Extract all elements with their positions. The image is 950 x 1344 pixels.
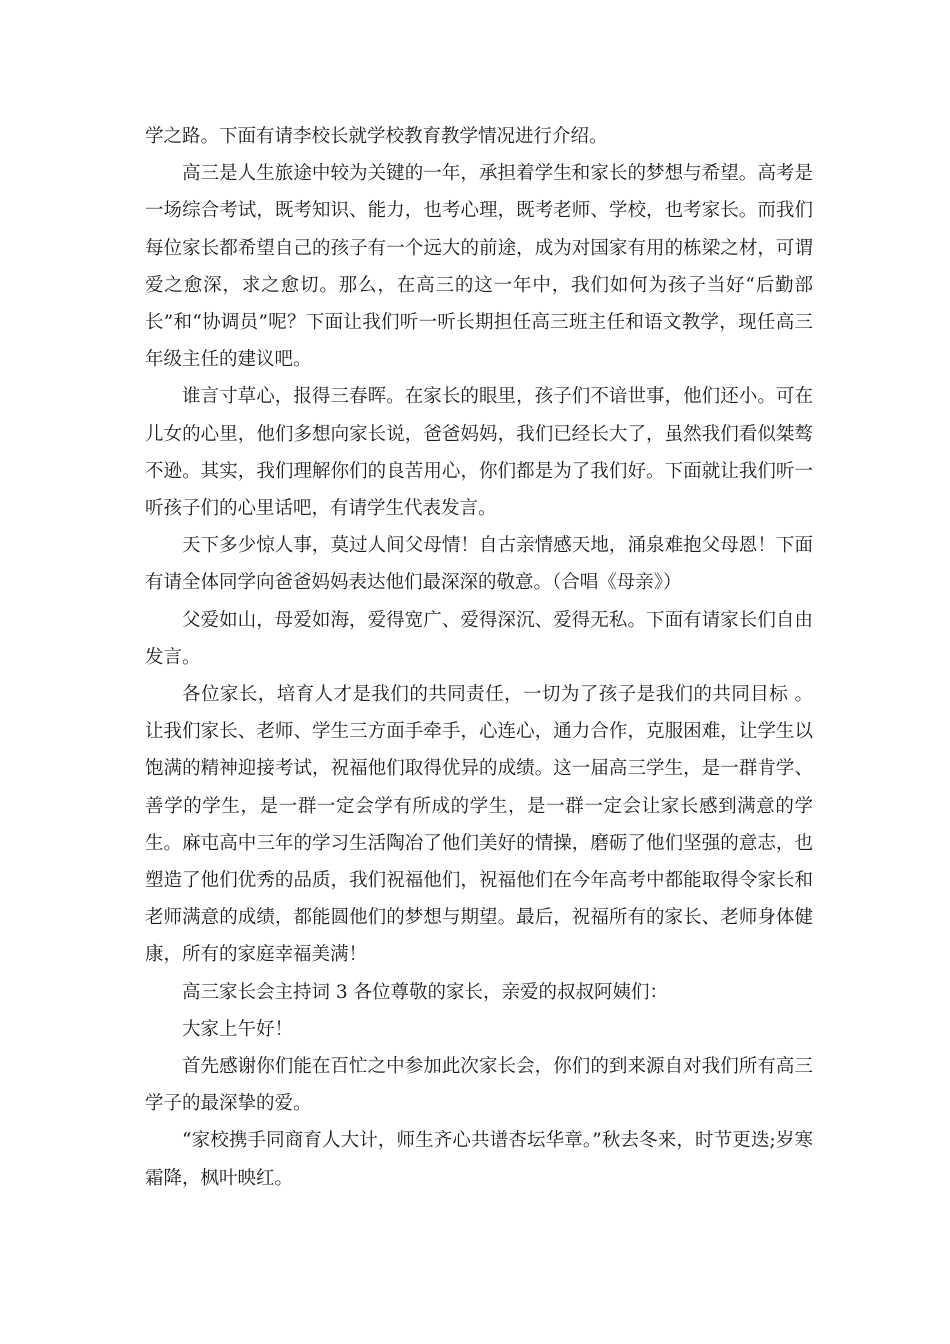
document-body: [145, 118, 813, 1197]
paragraph-3: 谁言寸草心，报得三春晖。在家长的眼里，孩子们不谙世事，他们还小。可在儿女的心里，他们多想向家长说，爸爸妈妈，我们已经长大了，虽然我们看似桀骜不逊。其实，我们理解你们的良苦用心，你们都是为了我们好。下面就让我们听一听孩子们的心里话吧，有请学生代表发言。: [145, 386, 813, 520]
paragraph-5: 父爱如山，母爱如海，爱得宽广、爱得深沉、爱得无私。下面有请家长们自由发言。: [145, 609, 813, 668]
paragraph-4: 天下多少惊人事，莫过人间父母情！自古亲情感天地，涌泉难抱父母恩！下面有请全体同学向爸爸妈妈表达他们最深深的敬意。（合唱《母亲》）: [145, 535, 813, 594]
paragraph-10: “家校携手同商育人大计，师生齐心共谱杏坛华章。”秋去冬来，时节更迭;岁寒霜降，枫叶映红。: [145, 1130, 813, 1189]
paragraph-1: 学之路。下面有请李校长就学校教育教学情况进行介绍。: [145, 126, 608, 147]
paragraph-9: 首先感谢你们能在百忙之中参加此次家长会，你们的到来源自对我们所有高三学子的最深挚的爱。: [145, 1056, 813, 1115]
paragraph-8: 大家上午好！: [182, 1018, 294, 1040]
paragraph-7: 高三家长会主持词 3 各位尊敬的家长，亲爱的叔叔阿姨们：: [182, 981, 669, 1003]
paragraph-6: 各位家长，培育人才是我们的共同责任，一切为了孩子是我们的共同目标 。让我们家长、老师、学生三方面手牵手，心连心，通力合作，克服困难，让学生以饱满的精神迎接考试，祝福他们取得优异的成绩。这一届高三学生，是一群肯学、善学的学生，是一群一定会学有所成的学生，是一群一定会让家长感到满意的学生。麻屯高中三年的学习生活陶冶了他们美好的情操，磨砺了他们坚强的意志，也塑造了他们优秀的品质，我们祝福他们，祝福他们在今年高考中都能取得令家长和老师满意的成绩，都能圆他们的梦想与期望。最后，祝福所有的家长、老师身体健康，所有的家庭幸福美满！: [145, 684, 813, 966]
paragraph-2: 高三是人生旅途中较为关键的一年，承担着学生和家长的梦想与希望。高考是一场综合考试，既考知识、能力，也考心理，既考老师、学校，也考家长。而我们每位家长都希望自己的孩子有一个远大的前途，成为对国家有用的栋梁之材，可谓爱之愈深，求之愈切。那么，在高三的这一年中，我们如何为孩子当好“后勤部长”和“协调员”呢？下面让我们听一听长期担任高三班主任和语文教学，现任高三年级主任的建议吧。: [145, 163, 813, 371]
